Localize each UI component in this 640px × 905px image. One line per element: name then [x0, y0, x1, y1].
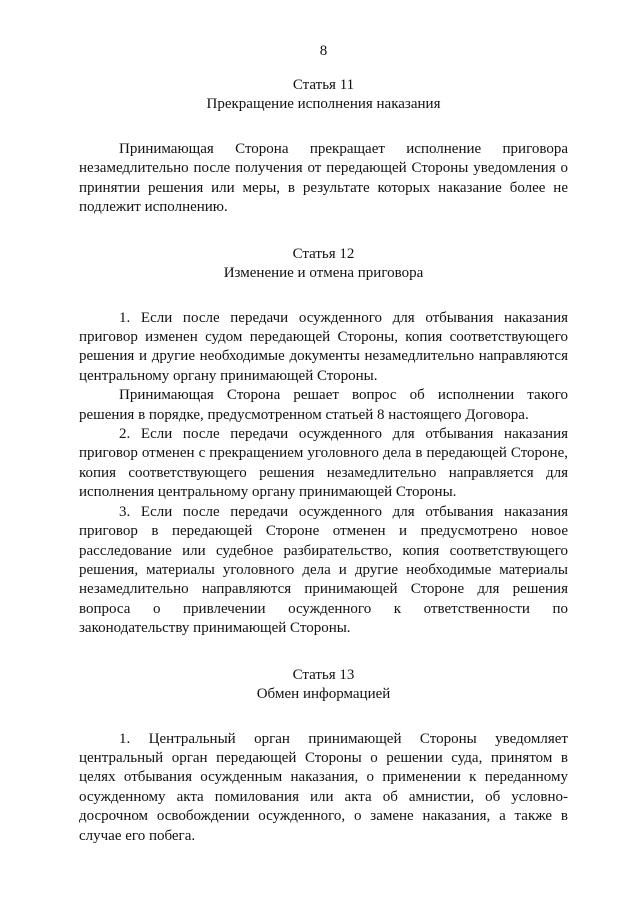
article-11 — [79, 76, 568, 218]
page-number: 8 — [319, 43, 328, 59]
article-subtitle: Прекращение исполнения наказания — [206, 96, 441, 112]
paragraph: 1. Если после передачи осужденного для отбывания наказания приговор изменен судом передающей Стороны, копия соответствующего решения и другие необходимые документы незамедлительно направляются центральному органу принимающей Стороны. — [79, 309, 568, 384]
article-subtitle: Изменение и отмена приговора — [223, 264, 424, 281]
article-title: Статья 11 — [292, 77, 355, 93]
article-title: Статья 13 — [292, 666, 355, 683]
article-title: Статья 12 — [292, 245, 355, 262]
article-subtitle: Обмен информацией — [256, 685, 391, 702]
paragraph: 2. Если после передачи осужденного для отбывания наказания приговор отменен с прекращением уголовного дела в передающей Стороне, копия соответствующего решения незамедлительно направляется для исполнения центральному органу принимающей Стороны. — [79, 426, 568, 501]
paragraph: 3. Если после передачи осужденного для отбывания наказания приговор в передающей Стороне отменен и предусмотрено новое расследование или судебное разбирательство, копия соответствующего решения, материалы уголовного дела и другие необходимые материалы незамедлительно направляются принимающей Стороне для решения вопроса о привлечении осужденного к ответственности по законодательству принимающей Стороны. — [79, 503, 568, 637]
paragraph: Принимающая Сторона решает вопрос об исполнении такого решения в порядке, предусмотренном статьей 8 настоящего Договора. — [79, 387, 568, 423]
paragraph: Принимающая Сторона прекращает исполнение приговора незамедлительно после получения от передающей Стороны уведомления о принятии решения или меры, в результате которых наказание более не подлежит исполнению. — [79, 141, 568, 216]
paragraph: 1. Центральный орган принимающей Стороны уведомляет центральный орган передающей Стороны о решении суда, принятом в целях отбывания осужденным наказания, о применении к переданному осужденному акта помилования или акта об амнистии, об условно-досрочном освобождении осужденного, о замене наказания, а также в случае его побега. — [79, 730, 568, 844]
article-12 — [79, 245, 568, 639]
article-13 — [79, 666, 568, 846]
